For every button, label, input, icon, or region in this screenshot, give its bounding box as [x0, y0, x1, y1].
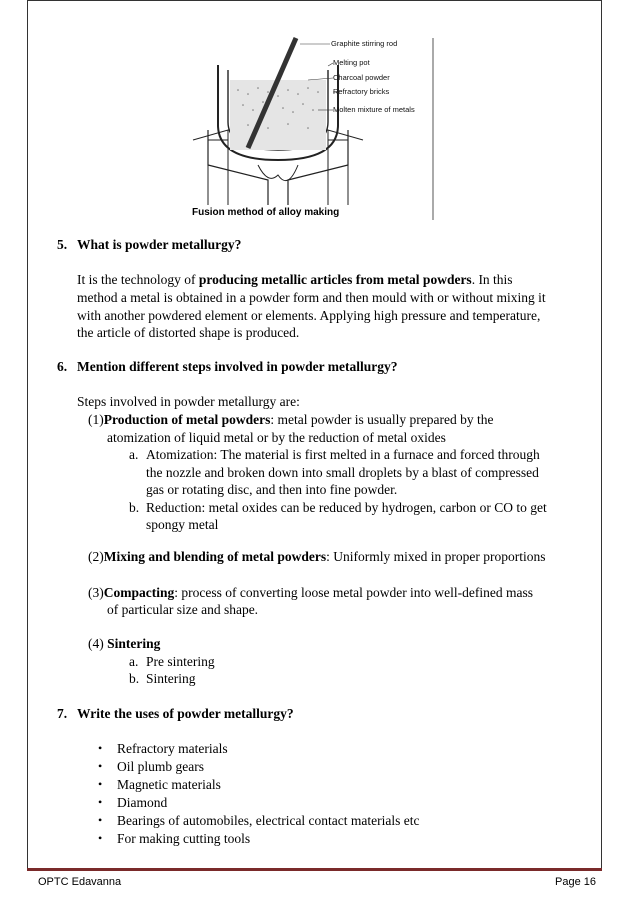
- furnace-diagram: [188, 30, 436, 226]
- q5-line-2: method a metal is obtained in a powder form and then mould with or without mixing it: [77, 290, 546, 305]
- question-5-heading: [57, 237, 241, 253]
- step-1: [88, 411, 493, 429]
- q5-line-4: the article of distorted shape is produced.: [77, 325, 300, 340]
- footer-divider: [27, 868, 602, 871]
- bullet-icon: •: [98, 759, 103, 773]
- step-title: Sintering: [107, 636, 161, 651]
- question-title: Write the uses of powder metallurgy?: [77, 706, 294, 721]
- use-item: Magnetic materials: [117, 777, 221, 792]
- question-7-heading: [57, 706, 294, 722]
- step-title: Production of metal powders: [103, 412, 271, 427]
- bullet-icon: •: [98, 777, 103, 791]
- step-4a-label: a.: [129, 654, 139, 669]
- step-number: (3): [88, 585, 104, 600]
- step-1b-line-1: Reduction: metal oxides can be reduced by hydrogen, carbon or CO to get: [146, 500, 547, 515]
- use-item: Refractory materials: [117, 741, 228, 756]
- step-1a-line-2: the nozzle and broken down into small droplets by a blast of compressed: [146, 465, 539, 480]
- step-4: [88, 635, 160, 653]
- step-number: (2): [88, 549, 104, 564]
- bullet-icon: •: [98, 831, 103, 845]
- q6-intro: Steps involved in powder metallurgy are:: [77, 394, 300, 409]
- step-number: (1): [88, 412, 104, 427]
- step-title: Compacting: [103, 585, 175, 600]
- step-1a-line-1: Atomization: The material is first melted in a furnace and forced through: [146, 447, 540, 462]
- step-text: : Uniformly mixed in proper proportions: [326, 549, 546, 564]
- step-number: (4): [88, 636, 104, 651]
- use-item: For making cutting tools: [117, 831, 251, 846]
- step-1a-label: a.: [129, 447, 139, 462]
- footer-page-number: Page 16: [555, 876, 596, 888]
- question-title: What is powder metallurgy?: [77, 237, 242, 252]
- label-refractory-bricks: Refractory bricks: [333, 87, 390, 96]
- step-1-cont: atomization of liquid metal or by the reduction of metal oxides: [107, 430, 446, 445]
- q5-line-3: with another powdered element or elements. Applying high pressure and temperature,: [77, 308, 541, 323]
- question-number: 6.: [57, 359, 68, 374]
- step-3: [88, 584, 533, 602]
- figure-caption: Fusion method of alloy making: [192, 205, 362, 221]
- step-4b-label: b.: [129, 671, 140, 686]
- step-1b-label: b.: [129, 500, 140, 515]
- label-charcoal-powder: Charcoal powder: [333, 73, 390, 82]
- bullet-icon: •: [98, 795, 103, 809]
- question-number: 7.: [57, 706, 68, 721]
- step-1b-line-2: spongy metal: [146, 517, 219, 532]
- label-molten-mixture: Molten mixture of metals: [333, 105, 415, 114]
- use-item: Diamond: [117, 795, 168, 810]
- bold-text: producing metallic articles from metal powders: [198, 272, 472, 287]
- step-text: : process of converting loose metal powder into well-defined mass: [174, 585, 534, 600]
- text: . In this: [471, 272, 513, 287]
- step-3-cont: of particular size and shape.: [107, 602, 259, 617]
- question-title: Mention different steps involved in powder metallurgy?: [77, 359, 398, 374]
- label-graphite-rod: Graphite stirring rod: [331, 39, 398, 48]
- step-2: [88, 548, 546, 566]
- step-title: Mixing and blending of metal powders: [103, 549, 327, 564]
- step-1a-line-3: gas or rotating disc, and then into fine powder.: [146, 482, 398, 497]
- step-4a-text: Pre sintering: [146, 654, 215, 669]
- text: It is the technology of: [77, 272, 199, 287]
- bullet-icon: •: [98, 813, 103, 827]
- label-melting-pot: Melting pot: [333, 58, 370, 67]
- bullet-icon: •: [98, 741, 103, 755]
- question-number: 5.: [57, 237, 68, 252]
- question-6-heading: [57, 359, 398, 375]
- use-item: Bearings of automobiles, electrical contact materials etc: [117, 813, 420, 828]
- use-item: Oil plumb gears: [117, 759, 204, 774]
- fusion-method-figure: [188, 30, 436, 226]
- step-text: : metal powder is usually prepared by the: [270, 412, 494, 427]
- q5-line-1: [77, 271, 513, 289]
- footer-institution: OPTC Edavanna: [38, 876, 122, 888]
- step-4b-text: Sintering: [146, 671, 196, 686]
